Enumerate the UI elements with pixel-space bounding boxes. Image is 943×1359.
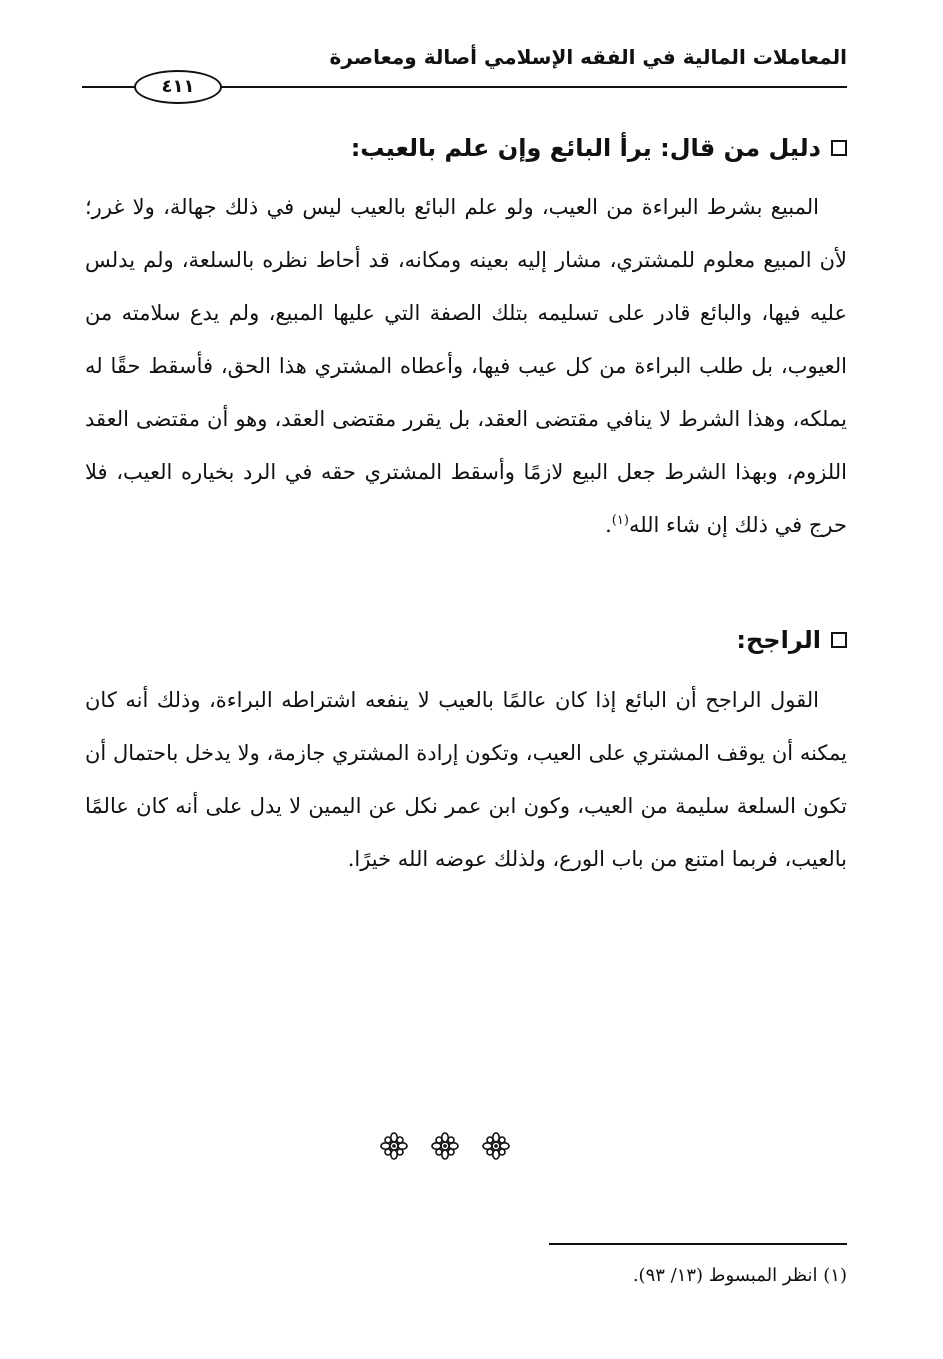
paragraph-text: المبيع بشرط البراءة من العيب، ولو علم البائع بالعيب ليس في ذلك جهالة، ولا غرر؛ لأن المبيع معلوم للمشتري، مشار إليه بعينه ومكانه، قد أحاط نظره بالسلعة، ولم يدلس عليه فيها، والبائع قادر على تسليمه بتلك الصفة التي عليها المبيع، ولم يدع سلامته من العيوب، بل طلب البراءة من كل عيب فيها، وأعطاه المشتري هذا الحق، فأسقط حقًا له يملكه، وهذا الشرط لا ينافي مقتضى العقد، بل يقرر مقتضى العقد، وهو أن مقتضى العقد اللزوم، وبهذا الشرط جعل البيع لازمًا وأسقط المشتري حقه في الرد بخياره العيب، فلا حرج في ذلك إن شاء الله — [85, 195, 847, 537]
page-number: ٤١١ — [134, 70, 222, 104]
flower-ornament-icon — [380, 1132, 408, 1160]
footnote-1: (١) انظر المبسوط (١٣/ ٩٣). — [632, 1265, 847, 1286]
footnote-rule — [549, 1243, 847, 1245]
paragraph-end: . — [605, 513, 612, 537]
evidence-paragraph — [85, 181, 847, 552]
square-box-icon — [831, 140, 847, 156]
flower-ornament-icon — [431, 1132, 459, 1160]
preferred-paragraph: القول الراجح أن البائع إذا كان عالمًا بالعيب لا ينفعه اشتراطه البراءة، وذلك أنه كان يمكنه أن يوقف المشتري على العيب، وتكون إرادة المشتري جازمة، ولا يدخل باحتمال أن تكون السلعة سليمة من العيب، وكون ابن عمر نكل عن اليمين لا يدل على أنه كان عالمًا بالعيب، فربما امتنع من باب الورع، ولذلك عوضه الله خيرًا. — [85, 688, 847, 871]
section-heading-preferred — [87, 620, 847, 660]
square-box-icon — [831, 632, 847, 648]
section-heading-evidence — [87, 128, 847, 168]
running-header-title: المعاملات المالية في الفقه الإسلامي أصالة ومعاصرة — [329, 45, 847, 69]
section-ornaments — [380, 1132, 510, 1160]
section-heading-text: الراجح: — [736, 626, 821, 654]
footnote-reference: (١) — [611, 513, 629, 528]
flower-ornament-icon — [482, 1132, 510, 1160]
section-heading-text: دليل من قال: يرأ البائع وإن علم بالعيب: — [350, 134, 821, 162]
